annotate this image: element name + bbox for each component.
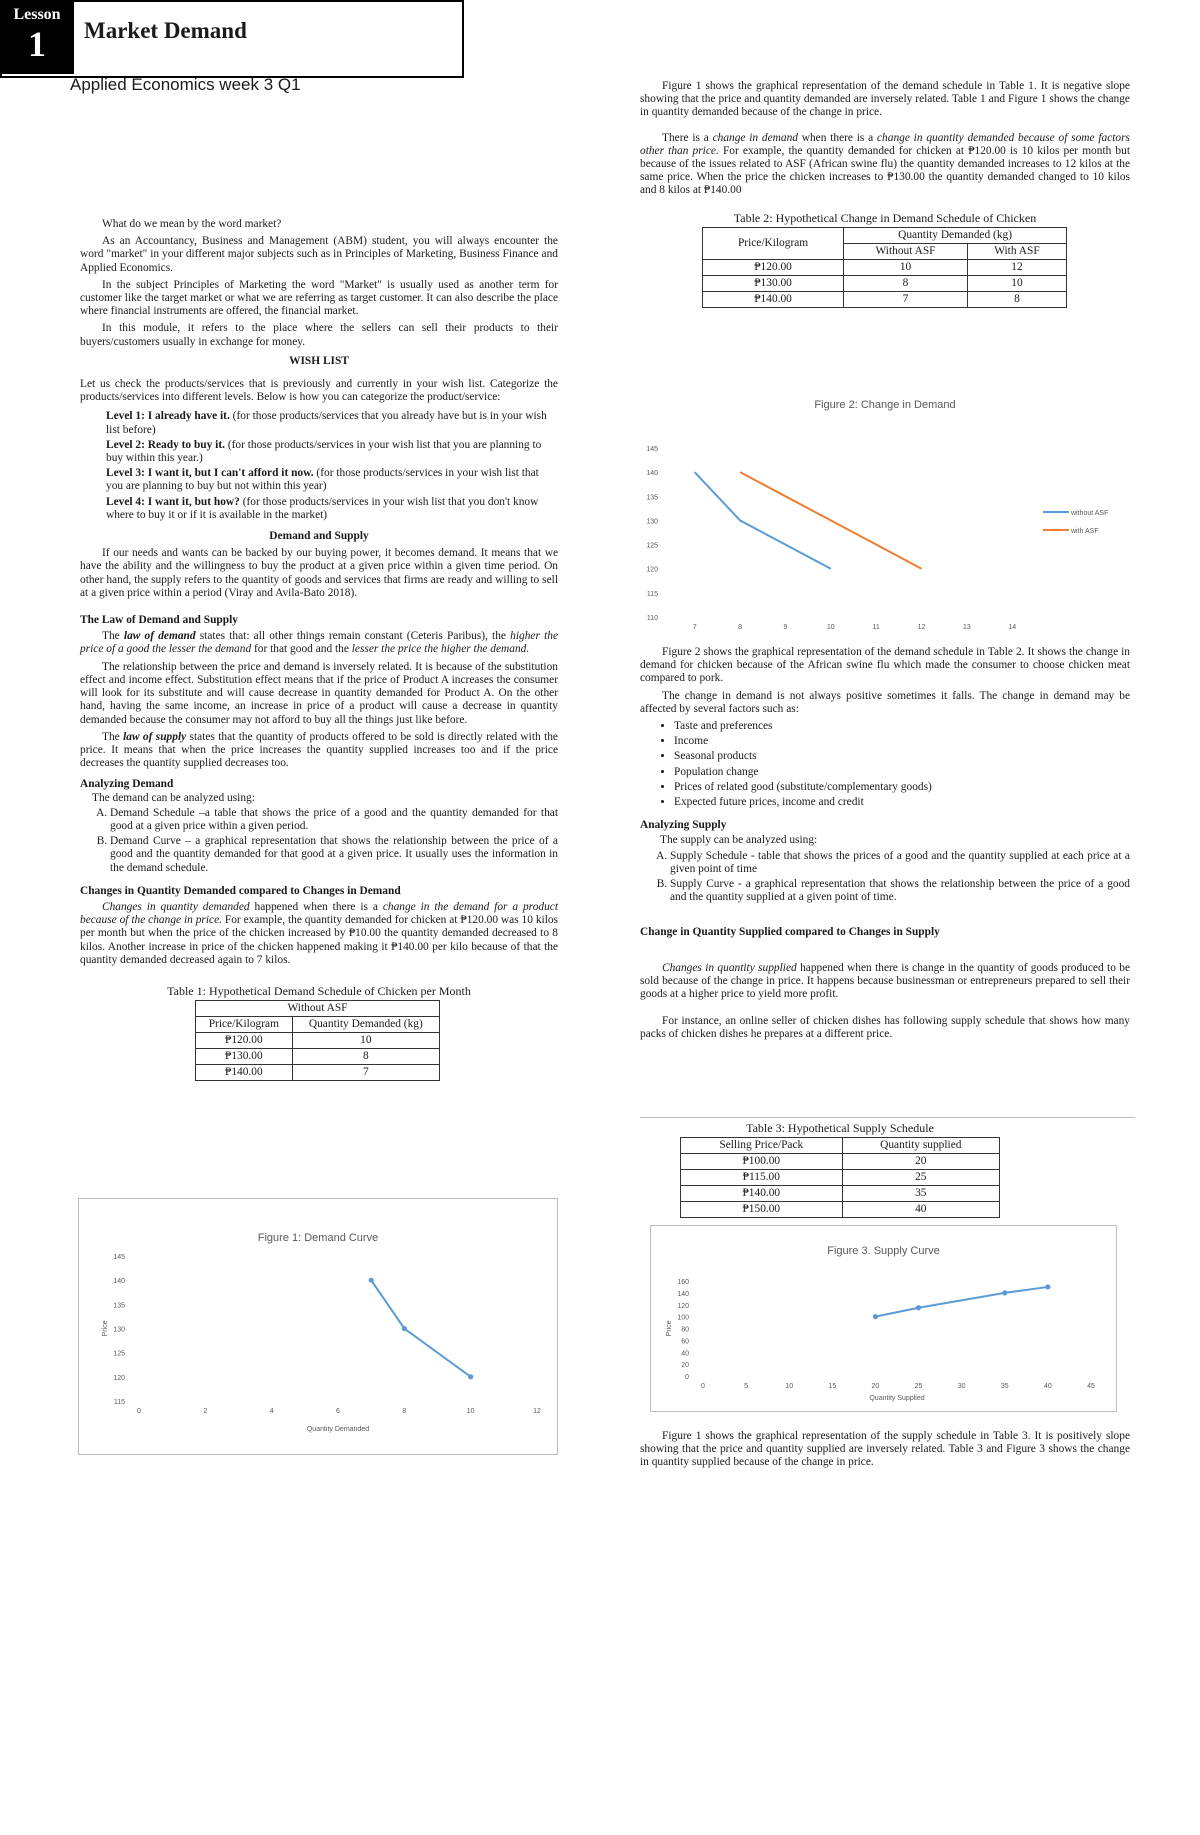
- x-tick-label: 5: [744, 1383, 749, 1390]
- table-1: [195, 1000, 440, 1081]
- change-factors-paragraph: The change in demand is not always positive sometimes it falls. The change in demand may be affected by several factors such as:: [640, 689, 1130, 715]
- y-tick-label: 130: [646, 518, 658, 526]
- y-tick-label: 140: [677, 1290, 689, 1298]
- list-item: • Taste and preferences: [674, 720, 1130, 733]
- table-row: ₱120.00 10: [196, 1033, 440, 1049]
- x-tick-label: 0: [137, 1408, 141, 1415]
- data-point: [916, 1305, 921, 1310]
- wish-list-heading: WISH LIST: [289, 354, 349, 367]
- table-header: With ASF: [967, 243, 1066, 259]
- y-tick-label: 115: [646, 590, 658, 598]
- right-column-bottom: [640, 1430, 1130, 1474]
- y-tick-label: 145: [646, 446, 658, 453]
- list-item: • Seasonal products: [674, 750, 1130, 763]
- wish-levels: [106, 410, 558, 522]
- document-header: Applied Economics week 3 Q1: [70, 75, 301, 94]
- chart-title: Figure 1: Demand Curve: [257, 1232, 379, 1244]
- changes-quantity-heading: Changes in Quantity Demanded compared to Changes in Demand: [80, 884, 401, 897]
- y-axis-label: Price: [102, 1320, 109, 1337]
- table-2-caption: Table 2: Hypothetical Change in Demand Schedule of Chicken: [733, 210, 1037, 225]
- list-item: A. Supply Schedule - table that shows the prices of a good and the quantity supplied at each price at a given point of time: [670, 850, 1130, 876]
- y-tick-label: 125: [646, 542, 658, 550]
- law-heading: The Law of Demand and Supply: [80, 614, 238, 627]
- table-row: ₱115.00 25: [681, 1170, 1000, 1186]
- x-tick-label: 15: [828, 1383, 837, 1390]
- table-header: Quantity Demanded (kg): [844, 227, 1067, 243]
- inverse-relation-paragraph: The relationship between the price and demand is inversely related. It is because of the substitution effect and income effect. Substitution effect means that if the price of Product A increases the consumer will look for its substitute and will cause decrease in quantity demanded for Product A. On the other hand, having the same income, an increase in price of a product will cause a decrease in quantity demanded because the consumer may not afford to buy all the things just like before.: [80, 660, 558, 726]
- intro-paragraph-2: In the subject Principles of Marketing the word "Market" is usually used as another term for customer like the target market or what we are referring as target customer. It can also describe the place where financial instruments are offered, the financial market.: [80, 278, 558, 318]
- table-header: Quantity Demanded (kg): [292, 1017, 439, 1033]
- table-row: ₱140.00 35: [681, 1186, 1000, 1202]
- series-line-with-asf: [740, 472, 922, 569]
- divider: [640, 1117, 1135, 1118]
- y-tick-label: 20: [681, 1362, 689, 1370]
- x-tick-label: 40: [1043, 1383, 1052, 1390]
- x-tick-label: 10: [785, 1383, 794, 1390]
- list-item: • Population change: [674, 766, 1130, 779]
- list-item: A. Demand Schedule –a table that shows the price of a good and the quantity demanded for that good at a given price within a given period.: [110, 807, 558, 833]
- list-item: • Income: [674, 735, 1130, 748]
- y-tick-label: 120: [113, 1374, 125, 1382]
- table-header: Price/Kilogram: [703, 227, 844, 259]
- demand-supply-paragraph: If our needs and wants can be backed by our buying power, it becomes demand. It means that we have the ability and the willingness to buy the product at a given price within a given time period. On other hand, the supply refers to the quantity of goods and services that firms are ready and willing to sell at a given price within a period (Viray and Avila-Bato 2018).: [80, 547, 558, 599]
- list-item: B. Demand Curve – a graphical representation that shows the relationship between the price of a good and the quantity demanded for that good at a given price. It usually uses the information in the demand schedule.: [110, 835, 558, 875]
- level-item: Level 1: I already have it. (for those products/services that you already have but is in your wish list before): [106, 410, 547, 436]
- table-row: ₱150.00 40: [681, 1202, 1000, 1218]
- table-row: ₱130.00 8: [196, 1049, 440, 1065]
- series-line-1: [875, 1287, 1047, 1317]
- x-tick-label: 25: [914, 1383, 923, 1390]
- x-tick-label: 20: [871, 1383, 880, 1390]
- right-column-middle: [640, 646, 1130, 1046]
- level-item: Level 2: Ready to buy it. (for those products/services in your wish list that you are planning to buy within this year.): [106, 438, 542, 465]
- intro-paragraph-1: As an Accountancy, Business and Management (ABM) student, you will always encounter the word "market" in your different major subjects such as in Principles of Marketing, Business Finance and Applied Economics.: [80, 235, 558, 274]
- list-item: • Expected future prices, income and credit: [674, 796, 1130, 809]
- series-line-without-asf: [695, 472, 831, 569]
- x-tick-label: 13: [963, 624, 971, 630]
- y-tick-label: 140: [646, 470, 658, 478]
- x-tick-label: 2: [203, 1408, 208, 1415]
- figure-1-chart: [78, 1198, 558, 1455]
- table-header: Without ASF: [196, 1001, 440, 1017]
- y-tick-label: 135: [113, 1302, 125, 1310]
- y-tick-label: 135: [646, 494, 658, 502]
- y-axis-label: Price: [666, 1320, 673, 1337]
- level-item: Level 4: I want it, but how? (for those products/services in your wish list that you don't know where to buy it or if it is available in the market): [106, 495, 539, 521]
- y-tick-label: 0: [685, 1374, 689, 1381]
- y-tick-label: 160: [677, 1279, 689, 1286]
- figure-3-chart: [650, 1225, 1117, 1412]
- y-tick-label: 125: [113, 1350, 125, 1358]
- data-point: [369, 1278, 374, 1283]
- analyzing-supply-heading: Analyzing Supply: [640, 819, 727, 832]
- x-tick-label: 14: [1008, 624, 1017, 630]
- x-axis-label: Quantity Supplied: [869, 1395, 925, 1402]
- figure-2-paragraph: Figure 2 shows the graphical representation of the demand schedule in Table 2. It shows the change in demand for chicken because of the African swine flu which made the consumer to choose chicken meat compared to pork.: [640, 646, 1130, 685]
- figure-1-paragraph: Figure 1 shows the graphical representation of the demand schedule in Table 1. It is negative slope showing that the price and quantity demanded are inversely related. Table 1 and Figure 1 shows the change in quantity demanded because of the change in price.: [640, 80, 1130, 119]
- series-line-1: [371, 1280, 471, 1377]
- table-3: [680, 1137, 1000, 1218]
- chart-title: Figure 3. Supply Curve: [827, 1245, 940, 1257]
- data-point: [873, 1314, 878, 1319]
- table-3-block: [680, 1122, 1000, 1218]
- change-quantity-supplied-paragraph: Changes in quantity supplied happened when there is change in the quantity of goods produced to be sold because of the change in price. It happens because businessman or entrepreneurs prepared to sell their goods at a higher price to yield more profit.: [640, 961, 1130, 1001]
- lesson-number: 1: [28, 24, 46, 64]
- x-tick-label: 4: [269, 1408, 274, 1415]
- left-column: [80, 218, 558, 1081]
- y-tick-label: 140: [113, 1278, 125, 1286]
- x-tick-label: 10: [466, 1408, 475, 1415]
- supply-curve-svg: [651, 1226, 1116, 1411]
- legend-label: without ASF: [1071, 510, 1109, 517]
- data-point: [1045, 1284, 1050, 1289]
- x-tick-label: 8: [738, 624, 743, 630]
- y-tick-label: 120: [646, 566, 658, 574]
- x-axis-label: Quantity Demanded: [306, 1426, 370, 1433]
- x-tick-label: 12: [917, 624, 926, 630]
- table-row: ₱100.00 20: [681, 1154, 1000, 1170]
- changes-quantity-paragraph: Changes in quantity demanded happened when there is a change in the demand for a product because of the change in price. For example, the quantity demanded for chicken at ₱120.00 was 10 kilos per month but when the price of the chicken increased by ₱10.00 the quantity demanded decreased to 8 kilos. Another increase in price of the chicken happened making it ₱140.00 per kilo because of that the quantity demanded decreased again to 7 kilos.: [80, 900, 558, 966]
- x-tick-label: 8: [402, 1408, 407, 1415]
- y-tick-label: 145: [113, 1254, 125, 1261]
- table-1-caption: Table 1: Hypothetical Demand Schedule of Chicken per Month: [167, 983, 471, 998]
- factors-list: [640, 720, 1130, 809]
- table-row: ₱140.00 7: [196, 1065, 440, 1081]
- y-tick-label: 80: [681, 1326, 689, 1334]
- x-tick-label: 30: [957, 1383, 966, 1390]
- table-row: ₱140.00 7 8: [703, 291, 1067, 307]
- table-row: ₱120.00 10 12: [703, 259, 1067, 275]
- analyzing-demand-list: [80, 807, 558, 875]
- analyzing-supply-intro: The supply can be analyzed using:: [660, 834, 818, 847]
- level-item: Level 3: I want it, but I can't afford it now. (for those products/services in your wish list that you are planning to buy but not within this year): [106, 467, 539, 493]
- table-2: [702, 227, 1067, 308]
- y-tick-label: 60: [681, 1338, 689, 1346]
- right-column-top: [640, 80, 1130, 308]
- x-tick-label: 10: [826, 624, 835, 630]
- x-tick-label: 0: [701, 1383, 705, 1390]
- wish-list-paragraph: Let us check the products/services that is previously and currently in your wish list. Categorize the products/services into different levels. Below is how you can categorize the product/service:: [80, 378, 558, 404]
- x-tick-label: 6: [336, 1408, 340, 1415]
- y-tick-label: 110: [646, 615, 658, 622]
- table-header: Selling Price/Pack: [681, 1138, 843, 1154]
- data-point: [402, 1326, 407, 1331]
- law-of-demand-paragraph: The law of demand states that: all other things remain constant (Ceteris Paribus), the higher the price of a good the lesser the demand for that good and the lesser the price the higher the demand.: [80, 630, 558, 656]
- figure-3-paragraph: Figure 1 shows the graphical representation of the supply schedule in Table 3. It is positively slope showing that the price and quantity supplied are inversely related. Table 3 and Figure 3 shows the change in quantity supplied because of the change in price.: [640, 1430, 1130, 1469]
- y-tick-label: 40: [681, 1350, 689, 1358]
- analyzing-supply-list: [640, 850, 1130, 905]
- lesson-word: Lesson: [13, 6, 61, 23]
- data-point: [1002, 1290, 1007, 1295]
- list-item: B. Supply Curve - a graphical representation that shows the relationship between the price of a good and the quantity supplied at a given point of time.: [670, 878, 1130, 904]
- x-tick-label: 35: [1000, 1383, 1009, 1390]
- change-in-demand-svg: [640, 390, 1130, 630]
- table-header: Quantity supplied: [842, 1138, 999, 1154]
- data-point: [468, 1374, 473, 1379]
- table-3-caption: Table 3: Hypothetical Supply Schedule: [746, 1121, 934, 1135]
- lesson-number-tab: [0, 0, 74, 74]
- demand-supply-heading: Demand and Supply: [269, 530, 369, 543]
- instance-paragraph: For instance, an online seller of chicken dishes has following supply schedule that shows how many packs of chicken dishes he prepares at a different price.: [640, 1015, 1130, 1041]
- y-tick-label: 100: [677, 1314, 689, 1322]
- y-tick-label: 115: [113, 1399, 125, 1406]
- intro-paragraph-3: In this module, it refers to the place where the sellers can sell their products to their buyers/customers usually in exchange for money.: [80, 322, 558, 348]
- y-tick-label: 130: [113, 1326, 125, 1334]
- lesson-title: Market Demand: [84, 18, 247, 43]
- lesson-banner: [0, 0, 464, 78]
- table-header: Without ASF: [844, 243, 968, 259]
- analyzing-demand-heading: Analyzing Demand: [80, 778, 174, 791]
- x-tick-label: 9: [783, 624, 788, 630]
- x-tick-label: 11: [872, 624, 880, 630]
- table-header: Price/Kilogram: [196, 1017, 293, 1033]
- x-tick-label: 7: [692, 624, 697, 630]
- demand-curve-svg: [79, 1199, 557, 1454]
- chart-title: Figure 2: Change in Demand: [814, 399, 956, 411]
- analyzing-demand-intro: The demand can be analyzed using:: [92, 791, 255, 804]
- change-quantity-supplied-heading: Change in Quantity Supplied compared to Changes in Supply: [640, 926, 940, 939]
- table-row: ₱130.00 8 10: [703, 275, 1067, 291]
- x-tick-label: 45: [1087, 1383, 1095, 1390]
- table-1-block: [80, 985, 558, 1081]
- list-item: • Prices of related good (substitute/complementary goods): [674, 781, 1130, 794]
- intro-question: What do we mean by the word market?: [102, 218, 282, 230]
- figure-2-chart: [640, 390, 1130, 630]
- change-in-demand-paragraph: There is a change in demand when there is a change in quantity demanded because of some factors other than price. For example, the quantity demanded for chicken at ₱120.00 is 10 kilos per month but because of the issues related to ASF (African swine flu) the quantity demanded increases to 12 kilos at the same price. When the price the chicken increases to ₱130.00 the quantity demanded changed to 10 kilos and 8 kilos at ₱140.00: [640, 131, 1130, 197]
- table-2-block: [640, 212, 1130, 308]
- legend-label: with ASF: [1071, 528, 1099, 535]
- x-tick-label: 12: [533, 1408, 541, 1415]
- y-tick-label: 120: [677, 1302, 689, 1310]
- law-of-supply-paragraph: The law of supply states that the quantity of products offered to be sold is directly related with the price. It means that when the price increases the quantity supplied increases too and if the price decreases the quantity supplied decreases too.: [80, 730, 558, 770]
